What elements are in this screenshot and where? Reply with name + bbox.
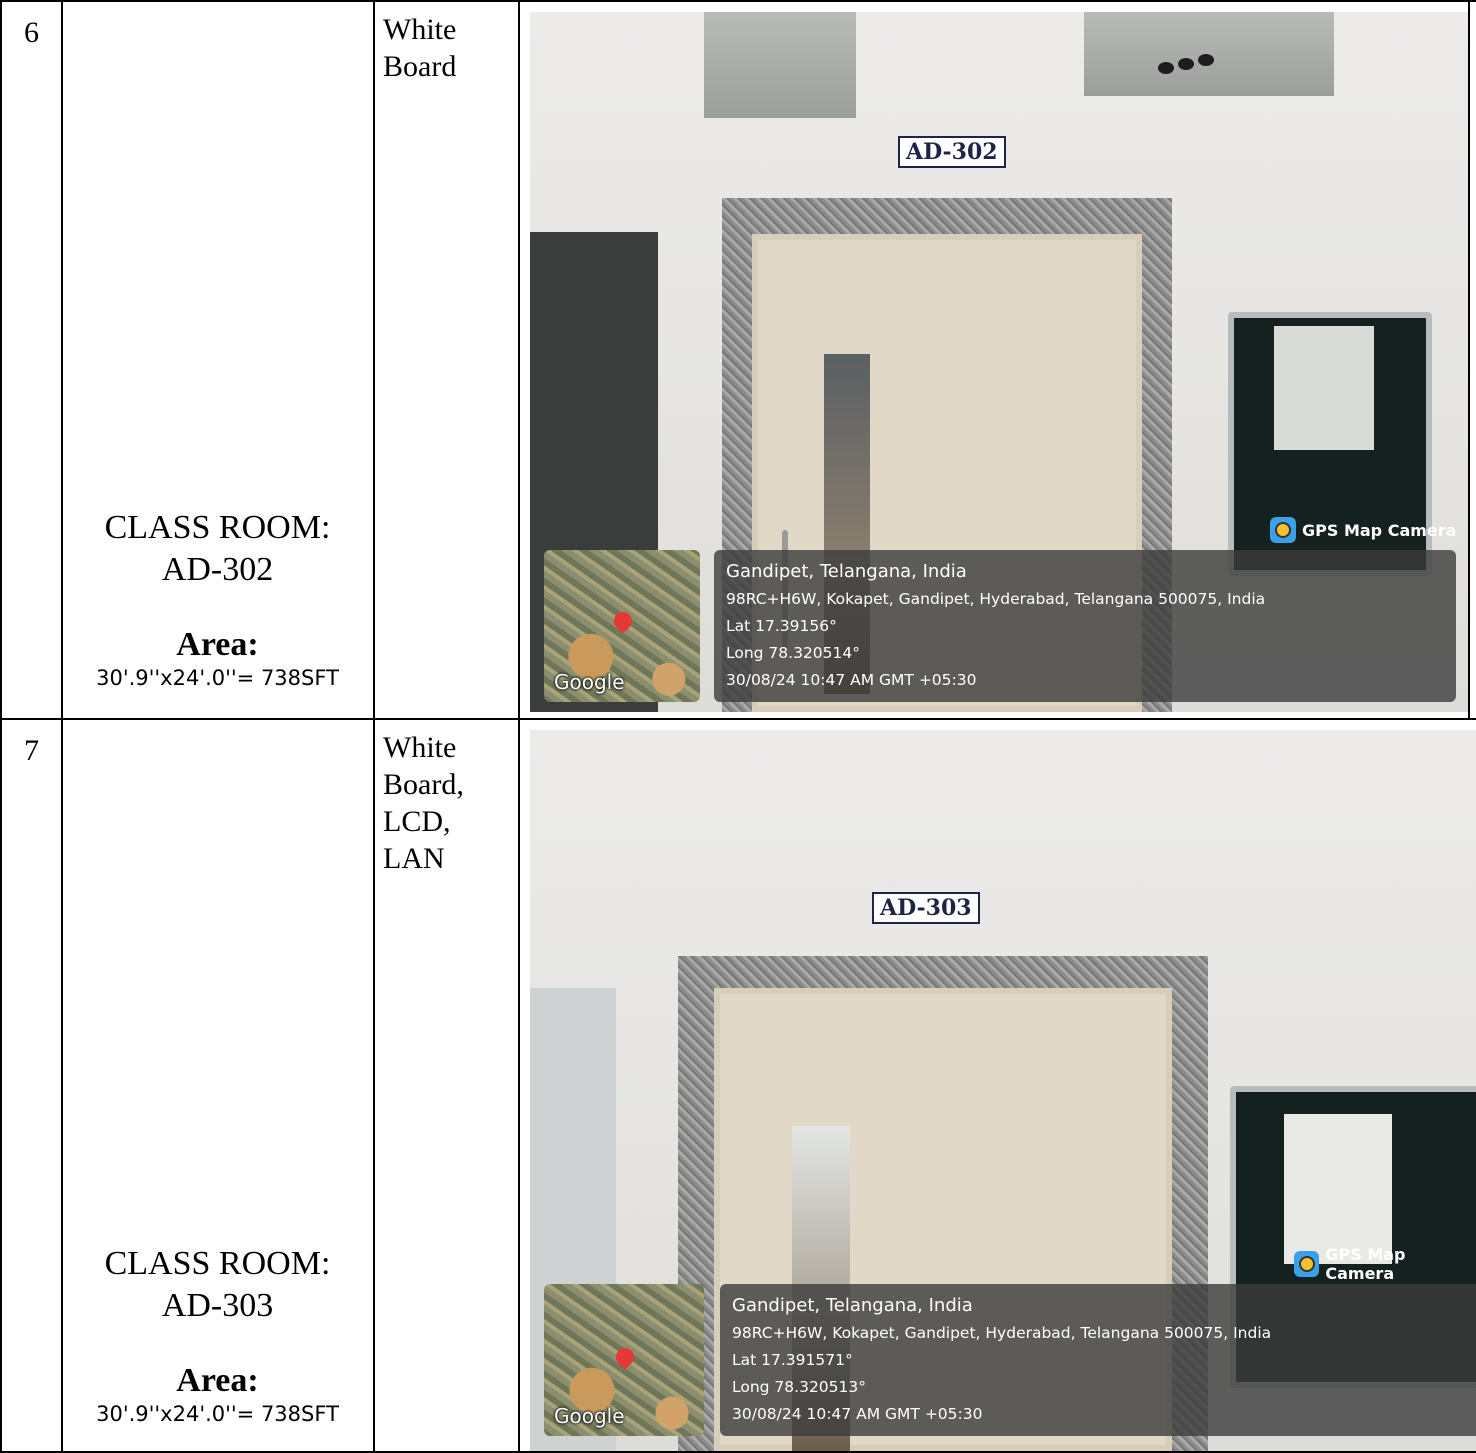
hole [1198,54,1214,66]
wall-box [1084,12,1334,96]
geo-datetime: 30/08/24 10:47 AM GMT +05:30 [732,1405,983,1423]
geo-overlay [714,550,1456,702]
gps-badge-label: GPS Map Camera [1302,520,1457,540]
area-value: 30'.9''x24'.0''= 738SFT [96,1402,339,1426]
wall-box [704,12,856,118]
geo-datetime: 30/08/24 10:47 AM GMT +05:30 [726,671,977,689]
hole [1178,58,1194,70]
room-title: CLASS ROOM: [104,1245,331,1282]
door-plate: AD-303 [872,892,980,924]
camera-icon [1294,1251,1319,1277]
column-divider [518,0,520,1453]
geo-lat: Lat 17.39156° [726,617,837,635]
map-logo: Google [554,670,625,694]
room-photo [530,730,1476,1451]
door-plate: AD-302 [898,136,1006,168]
camera-icon [1270,517,1296,543]
geo-address: 98RC+H6W, Kokapet, Gandipet, Hyderabad, Telangana 500075, India [732,1324,1272,1342]
room-code: AD-303 [161,1287,274,1324]
area-label: Area: [176,1362,259,1399]
equipment-line: Board [383,50,457,83]
area-value: 30'.9''x24'.0''= 738SFT [96,666,339,690]
table-border-top [0,0,1476,2]
gps-badge [1294,1245,1476,1283]
geo-address: 98RC+H6W, Kokapet, Gandipet, Hyderabad, Telangana 500075, India [726,590,1266,608]
equipment-line: LCD, [383,805,451,838]
equipment-cell [383,729,503,877]
geo-location: Gandipet, Telangana, India [732,1295,973,1316]
gps-badge [1270,514,1456,546]
equipment-line: LAN [383,842,445,875]
row-divider [0,718,1476,720]
geo-long: Long 78.320514° [726,644,861,662]
column-divider [373,0,375,1453]
map-thumbnail [544,550,700,702]
geo-overlay [720,1284,1476,1436]
map-thumbnail [544,1284,704,1436]
table-border-left [0,0,2,1453]
room-photo [530,12,1468,712]
room-description [62,507,373,691]
row-number: 6 [24,16,39,49]
row-number: 7 [24,734,39,767]
map-pin-icon [612,1344,637,1369]
hole [1158,62,1174,74]
equipment-line: White [383,13,457,46]
equipment-cell [383,11,503,85]
geo-location: Gandipet, Telangana, India [726,561,967,582]
gps-badge-label: GPS Map Camera [1325,1245,1406,1283]
room-title: CLASS ROOM: [104,509,331,546]
column-divider [1468,0,1470,718]
equipment-line: White [383,731,457,764]
map-pin-icon [610,608,635,633]
geo-long: Long 78.320513° [732,1378,867,1396]
equipment-line: Board, [383,768,464,801]
column-divider [61,0,63,1453]
geo-lat: Lat 17.391571° [732,1351,853,1369]
room-code: AD-302 [161,551,274,588]
notice-paper [1274,326,1374,450]
notice-paper [1284,1114,1392,1264]
map-logo: Google [554,1404,625,1428]
area-label: Area: [176,626,259,663]
room-description [62,1243,373,1427]
